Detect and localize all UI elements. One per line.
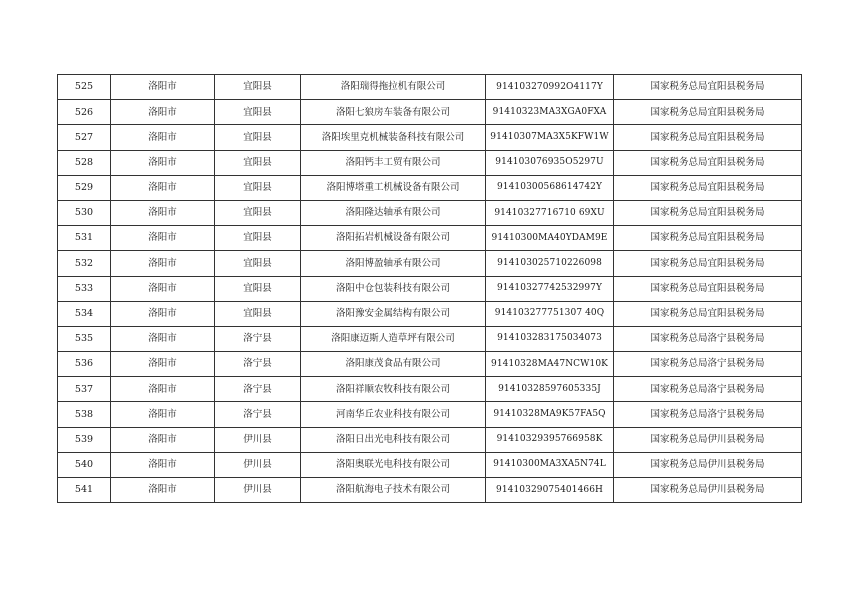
row-number-cell: 541 bbox=[58, 478, 111, 503]
city-cell: 洛阳市 bbox=[111, 478, 215, 503]
company-name-cell: 洛阳祥顺农牧科技有限公司 bbox=[301, 377, 486, 402]
credit-code-cell: 91410328MA9K57FA5Q bbox=[486, 402, 614, 427]
credit-code-cell: 91410328597605335J bbox=[486, 377, 614, 402]
row-number-cell: 540 bbox=[58, 452, 111, 477]
county-cell: 宜阳县 bbox=[215, 226, 301, 251]
table-row bbox=[58, 276, 802, 301]
county-cell: 宜阳县 bbox=[215, 251, 301, 276]
credit-code-cell: 91410300568614742Y bbox=[486, 175, 614, 200]
credit-code-cell: 914103025710226098 bbox=[486, 251, 614, 276]
city-cell: 洛阳市 bbox=[111, 226, 215, 251]
city-cell: 洛阳市 bbox=[111, 175, 215, 200]
company-name-cell: 洛阳博盈轴承有限公司 bbox=[301, 251, 486, 276]
credit-code-cell: 914103277751307 40Q bbox=[486, 301, 614, 326]
row-number-cell: 532 bbox=[58, 251, 111, 276]
tax-authority-cell: 国家税务总局宜阳县税务局 bbox=[614, 226, 802, 251]
table-row bbox=[58, 452, 802, 477]
tax-authority-cell: 国家税务总局宜阳县税务局 bbox=[614, 125, 802, 150]
credit-code-cell: 91410328MA47NCW10K bbox=[486, 352, 614, 377]
county-cell: 伊川县 bbox=[215, 427, 301, 452]
tax-authority-cell: 国家税务总局洛宁县税务局 bbox=[614, 326, 802, 351]
tax-authority-cell: 国家税务总局宜阳县税务局 bbox=[614, 301, 802, 326]
row-number-cell: 537 bbox=[58, 377, 111, 402]
row-number-cell: 535 bbox=[58, 326, 111, 351]
credit-code-cell: 91410329075401466H bbox=[486, 478, 614, 503]
table-row bbox=[58, 352, 802, 377]
county-cell: 宜阳县 bbox=[215, 125, 301, 150]
tax-authority-cell: 国家税务总局伊川县税务局 bbox=[614, 478, 802, 503]
county-cell: 宜阳县 bbox=[215, 100, 301, 125]
tax-authority-cell: 国家税务总局洛宁县税务局 bbox=[614, 377, 802, 402]
city-cell: 洛阳市 bbox=[111, 352, 215, 377]
credit-code-cell: 914103283175034073 bbox=[486, 326, 614, 351]
tax-authority-cell: 国家税务总局宜阳县税务局 bbox=[614, 150, 802, 175]
credit-code-cell: 914103270992O4117Y bbox=[486, 75, 614, 100]
table-row bbox=[58, 478, 802, 503]
city-cell: 洛阳市 bbox=[111, 200, 215, 225]
row-number-cell: 539 bbox=[58, 427, 111, 452]
document-table-container bbox=[57, 74, 801, 503]
county-cell: 洛宁县 bbox=[215, 326, 301, 351]
row-number-cell: 527 bbox=[58, 125, 111, 150]
table-row bbox=[58, 377, 802, 402]
table-row bbox=[58, 75, 802, 100]
county-cell: 宜阳县 bbox=[215, 75, 301, 100]
table-row bbox=[58, 125, 802, 150]
row-number-cell: 526 bbox=[58, 100, 111, 125]
row-number-cell: 538 bbox=[58, 402, 111, 427]
row-number-cell: 533 bbox=[58, 276, 111, 301]
table-row bbox=[58, 402, 802, 427]
county-cell: 洛宁县 bbox=[215, 352, 301, 377]
tax-authority-cell: 国家税务总局宜阳县税务局 bbox=[614, 75, 802, 100]
tax-authority-cell: 国家税务总局宜阳县税务局 bbox=[614, 175, 802, 200]
table-row bbox=[58, 301, 802, 326]
company-name-cell: 洛阳隆达轴承有限公司 bbox=[301, 200, 486, 225]
table-body bbox=[58, 75, 802, 503]
city-cell: 洛阳市 bbox=[111, 75, 215, 100]
company-name-cell: 洛阳博塔重工机械设备有限公司 bbox=[301, 175, 486, 200]
company-name-cell: 洛阳日出光电科技有限公司 bbox=[301, 427, 486, 452]
credit-code-cell: 91410300MA40YDAM9E bbox=[486, 226, 614, 251]
tax-authority-cell: 国家税务总局洛宁县税务局 bbox=[614, 402, 802, 427]
city-cell: 洛阳市 bbox=[111, 276, 215, 301]
credit-code-cell: 91410327742532997Y bbox=[486, 276, 614, 301]
county-cell: 伊川县 bbox=[215, 452, 301, 477]
tax-authority-cell: 国家税务总局宜阳县税务局 bbox=[614, 100, 802, 125]
company-name-cell: 洛阳奥联光电科技有限公司 bbox=[301, 452, 486, 477]
credit-code-cell: 91410329395766958K bbox=[486, 427, 614, 452]
row-number-cell: 529 bbox=[58, 175, 111, 200]
company-name-cell: 洛阳中仓包装科技有限公司 bbox=[301, 276, 486, 301]
city-cell: 洛阳市 bbox=[111, 326, 215, 351]
county-cell: 洛宁县 bbox=[215, 402, 301, 427]
tax-authority-cell: 国家税务总局宜阳县税务局 bbox=[614, 251, 802, 276]
table-row bbox=[58, 100, 802, 125]
table-row bbox=[58, 326, 802, 351]
company-name-cell: 洛阳康迈斯人造草坪有限公司 bbox=[301, 326, 486, 351]
company-name-cell: 洛阳航海电子技术有限公司 bbox=[301, 478, 486, 503]
company-name-cell: 河南华丘农业科技有限公司 bbox=[301, 402, 486, 427]
table-row bbox=[58, 200, 802, 225]
credit-code-cell: 91410300MA3XA5N74L bbox=[486, 452, 614, 477]
table-row bbox=[58, 427, 802, 452]
city-cell: 洛阳市 bbox=[111, 452, 215, 477]
county-cell: 宜阳县 bbox=[215, 276, 301, 301]
tax-authority-cell: 国家税务总局宜阳县税务局 bbox=[614, 200, 802, 225]
row-number-cell: 528 bbox=[58, 150, 111, 175]
company-name-cell: 洛阳豫安金属结构有限公司 bbox=[301, 301, 486, 326]
row-number-cell: 531 bbox=[58, 226, 111, 251]
city-cell: 洛阳市 bbox=[111, 402, 215, 427]
company-name-cell: 洛阳康茂食品有限公司 bbox=[301, 352, 486, 377]
city-cell: 洛阳市 bbox=[111, 301, 215, 326]
row-number-cell: 534 bbox=[58, 301, 111, 326]
county-cell: 洛宁县 bbox=[215, 377, 301, 402]
county-cell: 伊川县 bbox=[215, 478, 301, 503]
row-number-cell: 525 bbox=[58, 75, 111, 100]
table-row bbox=[58, 226, 802, 251]
county-cell: 宜阳县 bbox=[215, 150, 301, 175]
tax-authority-cell: 国家税务总局宜阳县税务局 bbox=[614, 276, 802, 301]
county-cell: 宜阳县 bbox=[215, 301, 301, 326]
table-row bbox=[58, 150, 802, 175]
tax-authority-cell: 国家税务总局伊川县税务局 bbox=[614, 452, 802, 477]
company-name-cell: 洛阳拓岩机械设备有限公司 bbox=[301, 226, 486, 251]
city-cell: 洛阳市 bbox=[111, 100, 215, 125]
city-cell: 洛阳市 bbox=[111, 427, 215, 452]
company-name-cell: 洛阳七狼房车装备有限公司 bbox=[301, 100, 486, 125]
row-number-cell: 530 bbox=[58, 200, 111, 225]
company-name-cell: 洛阳埃里克机械装备科技有限公司 bbox=[301, 125, 486, 150]
city-cell: 洛阳市 bbox=[111, 251, 215, 276]
taxpayer-table bbox=[57, 74, 802, 503]
tax-authority-cell: 国家税务总局洛宁县税务局 bbox=[614, 352, 802, 377]
table-row bbox=[58, 175, 802, 200]
row-number-cell: 536 bbox=[58, 352, 111, 377]
credit-code-cell: 91410327716710 69XU bbox=[486, 200, 614, 225]
city-cell: 洛阳市 bbox=[111, 150, 215, 175]
credit-code-cell: 91410323MA3XGA0FXA bbox=[486, 100, 614, 125]
company-name-cell: 洛阳瑞得拖拉机有限公司 bbox=[301, 75, 486, 100]
city-cell: 洛阳市 bbox=[111, 377, 215, 402]
county-cell: 宜阳县 bbox=[215, 175, 301, 200]
city-cell: 洛阳市 bbox=[111, 125, 215, 150]
company-name-cell: 洛阳钙丰工贸有限公司 bbox=[301, 150, 486, 175]
credit-code-cell: 91410307MA3X5KFW1W bbox=[486, 125, 614, 150]
county-cell: 宜阳县 bbox=[215, 200, 301, 225]
table-row bbox=[58, 251, 802, 276]
credit-code-cell: 914103076935O5297U bbox=[486, 150, 614, 175]
tax-authority-cell: 国家税务总局伊川县税务局 bbox=[614, 427, 802, 452]
